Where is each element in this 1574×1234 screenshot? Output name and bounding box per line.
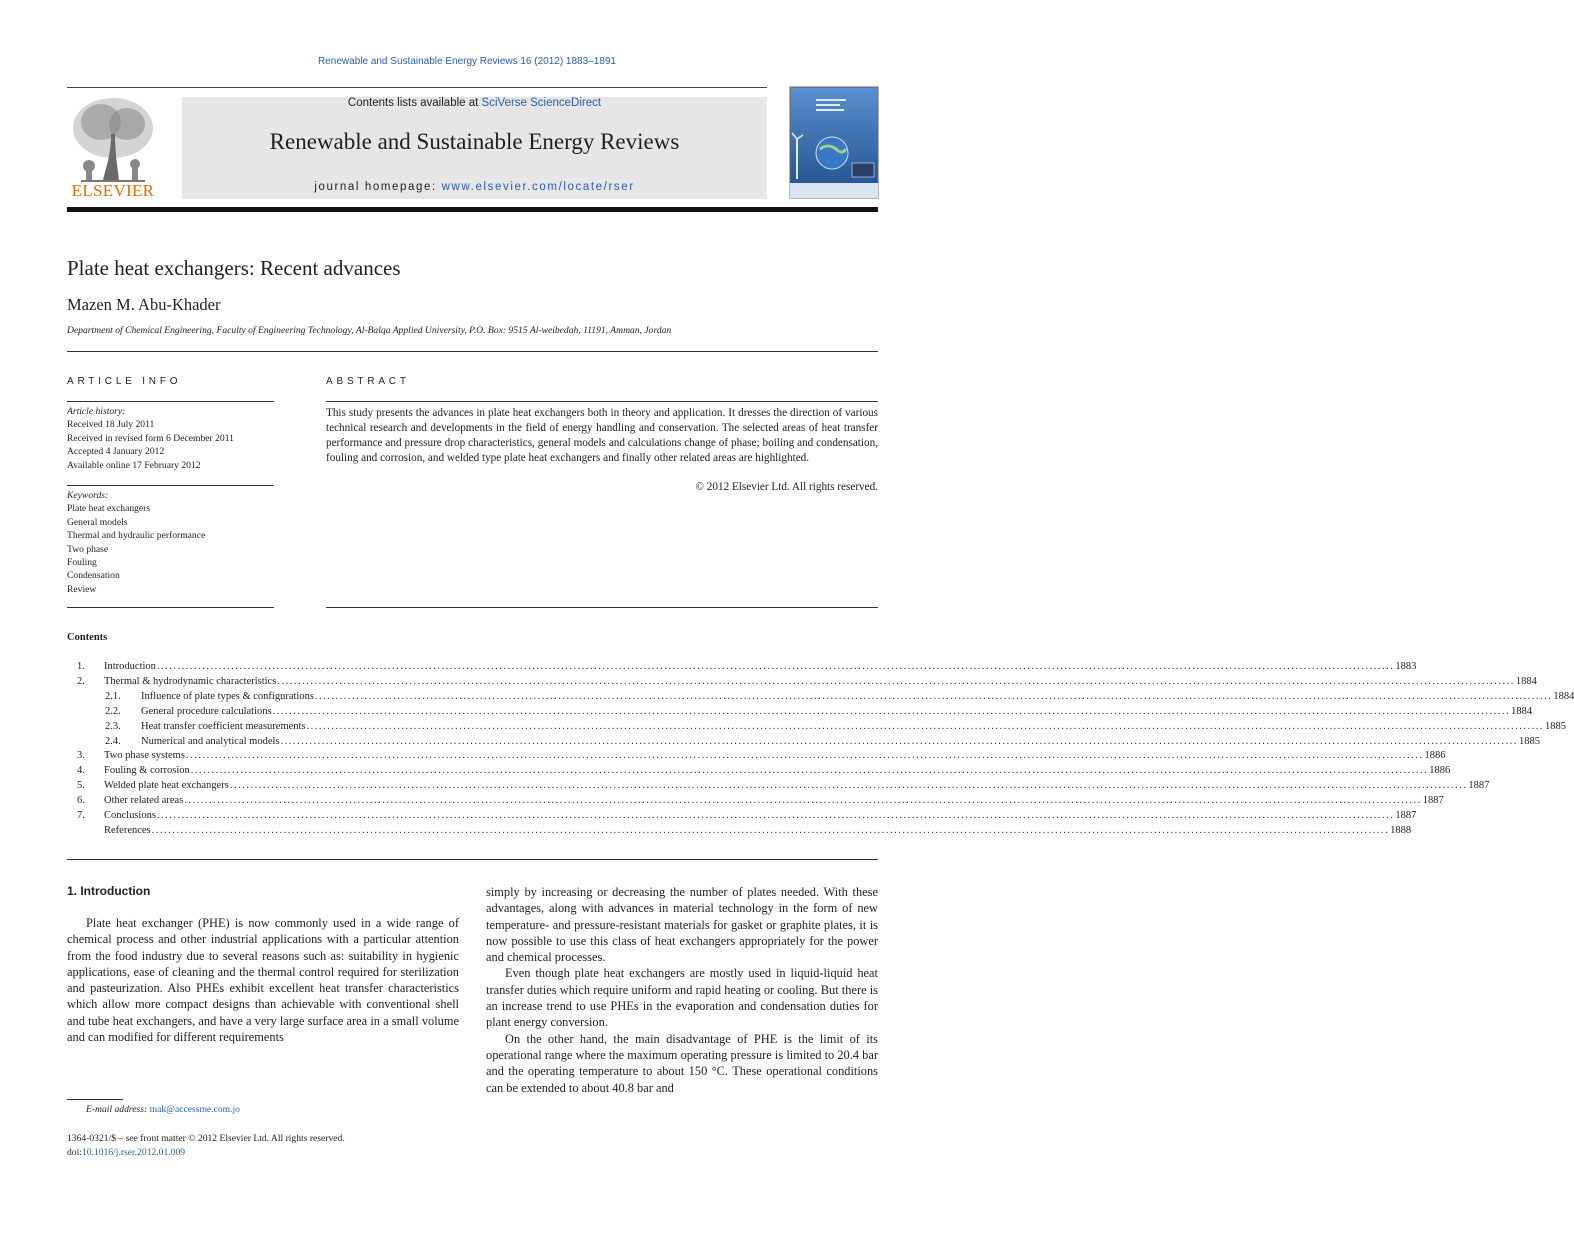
journal-title: Renewable and Sustainable Energy Reviews: [269, 129, 680, 154]
toc-number: 2.3.: [105, 720, 121, 732]
toc-leader-dots: ............................................................................................................................................................................................................................................................................................................: [184, 795, 1422, 807]
divider: [326, 607, 878, 608]
toc-page-number: 1887: [1422, 795, 1444, 807]
toc-page-number: 1885: [1519, 735, 1540, 747]
toc-entry[interactable]: [67, 690, 1574, 706]
toc-number: 2.2.: [105, 705, 121, 717]
body-column-left: [67, 915, 459, 1045]
toc-label[interactable]: Numerical and analytical models: [141, 735, 280, 747]
author-name[interactable]: Mazen M. Abu-Khader: [67, 295, 221, 314]
keyword: Review: [67, 583, 97, 595]
homepage-link[interactable]: www.elsevier.com/locate/rser: [441, 181, 635, 193]
toc-number: 3.: [77, 750, 85, 762]
doi-link[interactable]: 10.1016/j.rser.2012.01.009: [81, 1146, 186, 1158]
toc-entry[interactable]: [67, 675, 1537, 691]
paragraph: On the other hand, the main disadvantage of PHE is the limit of its operational range where the maximum operating pressure is limited to 20.4 bar and the operating temperature to about 150 °C. These operational conditions can be extended to about 40.8 bar and: [486, 1031, 878, 1095]
keyword: Thermal and hydraulic performance: [67, 530, 206, 542]
toc-entry[interactable]: [67, 720, 1567, 736]
keyword: Condensation: [67, 570, 120, 582]
doi-line: [67, 1146, 345, 1160]
contents-prefix: Contents lists available at: [347, 97, 482, 109]
toc-leader-dots: ............................................................................................................................................................................................................................................................................................................: [314, 690, 1553, 702]
toc-entry[interactable]: [67, 780, 1490, 795]
publication-meta: [67, 1132, 345, 1159]
toc-leader-dots: ............................................................................................................................................................................................................................................................................................................: [229, 780, 1468, 792]
article-title: Plate heat exchangers: Recent advances: [67, 256, 401, 280]
paragraph: simply by increasing or decreasing the number of plates needed. With these advantages, along with advances in material technology in the form of new temperature- and pressure-resistant materials for gasket or graphite plates, it is now possible to use this class of heat exchangers appropriately for the power and chemical processes.: [486, 885, 878, 965]
toc-label[interactable]: Other related areas: [104, 795, 184, 807]
toc-label[interactable]: General procedure calculations: [141, 705, 272, 717]
journal-cover-thumbnail[interactable]: [790, 87, 878, 198]
divider: [326, 401, 878, 402]
toc-number: 4.: [77, 765, 85, 777]
article-info-heading: ARTICLE INFO: [67, 376, 182, 387]
divider: [67, 859, 878, 860]
toc-number: 5.: [77, 780, 85, 792]
toc-page-number: 1888: [1390, 824, 1412, 836]
history-label: Article history:: [67, 406, 126, 417]
doi-prefix: doi:: [67, 1146, 82, 1158]
toc-entry[interactable]: [67, 795, 1444, 810]
homepage-prefix: journal homepage:: [314, 181, 442, 193]
toc-label[interactable]: Thermal & hydrodynamic characteristics: [104, 675, 277, 687]
abstract-heading: ABSTRACT: [326, 376, 410, 387]
keyword: Plate heat exchangers: [67, 503, 151, 515]
divider: [67, 607, 274, 608]
abstract-copyright: © 2012 Elsevier Ltd. All rights reserved.: [695, 481, 878, 493]
email-label: E-mail address:: [86, 1104, 148, 1115]
toc-label[interactable]: Fouling & corrosion: [104, 765, 190, 777]
toc-entry[interactable]: [67, 750, 1446, 765]
toc-page-number: 1884: [1515, 675, 1537, 687]
history-item: Received in revised form 6 December 2011: [67, 432, 234, 444]
toc-leader-dots: ............................................................................................................................................................................................................................................................................................................: [272, 705, 1511, 717]
toc-page-number: 1887: [1395, 810, 1417, 821]
toc-label[interactable]: Two phase systems: [104, 750, 185, 762]
keyword: Two phase: [67, 543, 109, 555]
toc-entry[interactable]: [67, 661, 1417, 676]
toc-entry[interactable]: [67, 824, 1412, 840]
toc-page-number: 1886: [1424, 750, 1446, 762]
toc-leader-dots: ............................................................................................................................................................................................................................................................................................................: [306, 720, 1545, 732]
toc-page-number: 1884: [1553, 690, 1574, 702]
toc-leader-dots: ............................................................................................................................................................................................................................................................................................................: [156, 810, 1395, 821]
issn-line: 1364-0321/$ – see front matter © 2012 Elsevier Ltd. All rights reserved.: [67, 1133, 345, 1144]
divider: [67, 351, 878, 352]
toc-leader-dots: ............................................................................................................................................................................................................................................................................................................: [156, 661, 1395, 672]
toc-page-number: 1886: [1429, 765, 1451, 777]
body-column-right: [486, 884, 878, 1096]
journal-homepage-line: [182, 181, 767, 193]
journal-cover-icon: [790, 87, 878, 198]
toc-label[interactable]: Introduction: [104, 661, 156, 672]
toc-page-number: 1883: [1395, 661, 1417, 672]
paragraph: Even though plate heat exchangers are mostly used in liquid-liquid heat transfer duties which require uniform and rapid heating or cooling. But there is an increase trend to use PHEs in the evaporation and condensation duties for plant energy conversion.: [486, 966, 878, 1030]
keyword: General models: [67, 516, 128, 528]
toc-leader-dots: ............................................................................................................................................................................................................................................................................................................: [280, 735, 1518, 747]
toc-page-number: 1884: [1511, 705, 1533, 717]
keywords-list: [67, 489, 205, 596]
toc-number: 7.: [77, 810, 85, 821]
toc-page-number: 1885: [1545, 720, 1567, 732]
author-email-link[interactable]: mak@accessme.com.jo: [149, 1104, 240, 1115]
sciverse-link[interactable]: SciVerse ScienceDirect: [481, 97, 602, 109]
divider: [67, 485, 274, 486]
toc-number: 6.: [77, 795, 85, 807]
contents-heading: Contents: [67, 632, 108, 643]
article-history: [67, 405, 234, 472]
toc-label[interactable]: Influence of plate types & configurations: [141, 690, 314, 702]
elsevier-logo[interactable]: [67, 94, 159, 200]
toc-label[interactable]: References: [104, 824, 151, 836]
toc-number: 2.: [77, 675, 85, 687]
journal-banner: [182, 97, 767, 199]
history-item: Received 18 July 2011: [67, 419, 155, 431]
author-email-footnote: [86, 1104, 240, 1115]
footnote-rule: [67, 1099, 123, 1100]
toc-entry[interactable]: [67, 705, 1533, 721]
abstract-text: This study presents the advances in plate heat exchangers both in theory and application. It dresses the direction of various technical research and developments in the field of energy handling and conservation. The selected areas of heat transfer performance and pressure drop characteristics, general models and calculations change of phase; boiling and condensation, fouling and corrosion, and welded type plate heat exchangers and finally other related areas are highlighted.: [326, 407, 878, 464]
toc-entry[interactable]: [67, 765, 1451, 780]
toc-number: 2.1.: [105, 690, 121, 702]
toc-leader-dots: ............................................................................................................................................................................................................................................................................................................: [190, 765, 1429, 777]
journal-reference[interactable]: Renewable and Sustainable Energy Reviews 16 (2012) 1883–1891: [318, 56, 616, 67]
toc-page-number: 1887: [1468, 780, 1490, 792]
toc-number: 2.4.: [105, 735, 121, 747]
toc-label[interactable]: Conclusions: [104, 810, 156, 821]
toc-leader-dots: ............................................................................................................................................................................................................................................................................................................: [185, 750, 1424, 762]
toc-label[interactable]: Welded plate heat exchangers: [104, 780, 229, 792]
publisher-name: ELSEVIER: [71, 181, 155, 200]
keywords-label: Keywords:: [67, 490, 109, 501]
header-thick-rule: [67, 207, 878, 212]
section-heading-introduction: 1. Introduction: [67, 884, 151, 898]
divider: [67, 401, 274, 402]
author-affiliation: Department of Chemical Engineering, Faculty of Engineering Technology, Al-Balqa Applied University, P.O. Box: 9515 Al-weibedah, 11191, Amman, Jordan: [67, 325, 672, 336]
keyword: Fouling: [67, 557, 97, 569]
history-item: Accepted 4 January 2012: [67, 446, 165, 458]
toc-label[interactable]: Heat transfer coefficient measurements: [141, 720, 306, 732]
history-item: Available online 17 February 2012: [67, 459, 201, 471]
header-top-rule: [67, 87, 767, 88]
toc-number: 1.: [77, 661, 85, 672]
toc-leader-dots: ............................................................................................................................................................................................................................................................................................................: [151, 824, 1390, 836]
paragraph: Plate heat exchanger (PHE) is now commonly used in a wide range of chemical process and other industrial applications with a particular attention from the food industry due to several reasons such as: suitability in hygienic applications, ease of cleaning and the thermal control required for sterilization and pasteurization. Also PHEs exhibit excellent heat transfer characteristics which allow more compact designs than achievable with conventional shell and tube heat exchangers, and have a very large surface area in a small volume and can modified for different requirements: [67, 916, 459, 1045]
toc-entry[interactable]: [67, 810, 1417, 825]
contents-available-line: [182, 97, 767, 109]
toc-leader-dots: ............................................................................................................................................................................................................................................................................................................: [277, 675, 1515, 687]
toc-entry[interactable]: [67, 735, 1540, 751]
